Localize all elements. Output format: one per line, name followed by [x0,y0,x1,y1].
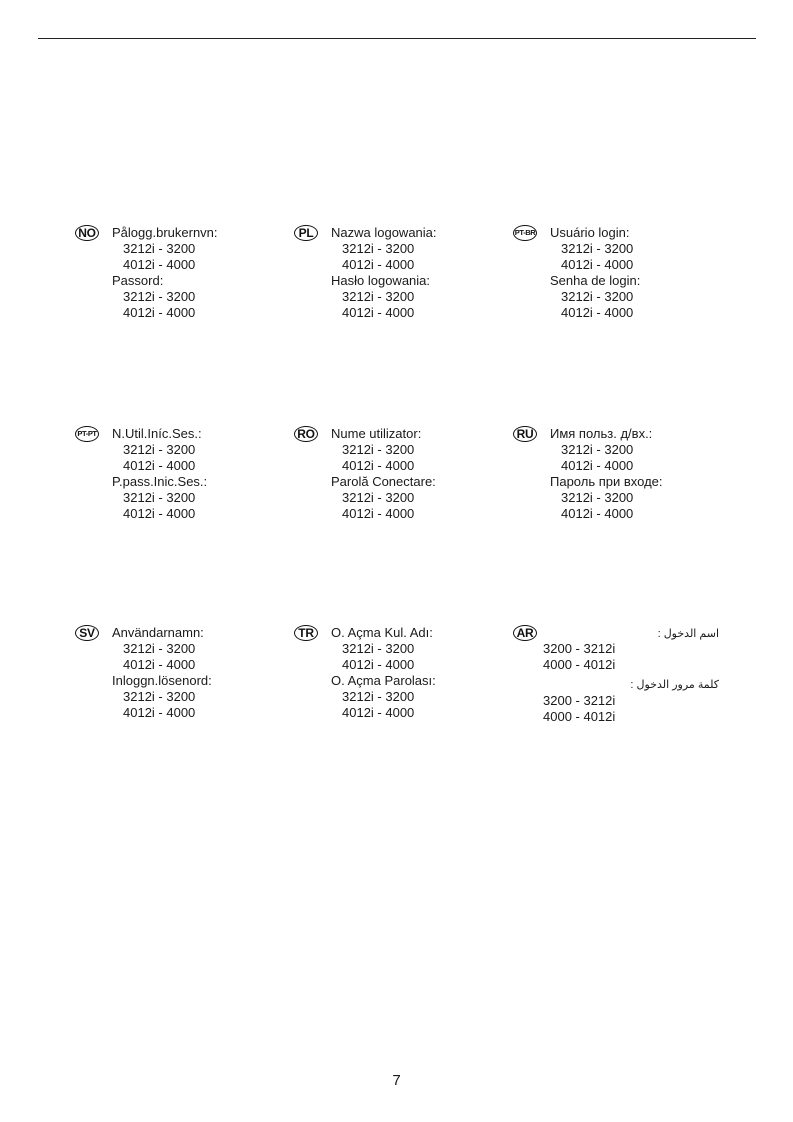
login-value: 3212i - 3200 [342,641,415,656]
password-value: 3212i - 3200 [561,289,634,304]
login-value: 4012i - 4000 [123,657,196,672]
login-value: 4012i - 4000 [561,458,634,473]
language-badge-ar: AR [513,625,537,641]
login-value: 4012i - 4000 [342,458,415,473]
language-badge-no: NO [75,225,99,241]
login-value: 3212i - 3200 [342,442,415,457]
password-value: 3200 - 3212i [543,693,616,708]
language-badge-ru: RU [513,426,537,442]
language-badge-sv: SV [75,625,99,641]
login-value: 3212i - 3200 [561,442,634,457]
password-label: Senha de login: [550,273,641,288]
login-value: 4012i - 4000 [342,657,415,672]
login-value: 3212i - 3200 [561,241,634,256]
login-label: Pålogg.brukernvn: [112,225,218,240]
password-value: 4012i - 4000 [342,305,415,320]
login-value: 3212i - 3200 [342,241,415,256]
password-value: 4012i - 4000 [561,305,634,320]
login-label: اسم الدخول : [657,628,719,640]
language-badge-pt-br: PT-BR [513,225,537,241]
login-label: N.Util.Iníc.Ses.: [112,426,202,441]
login-value: 4012i - 4000 [561,257,634,272]
password-value: 3212i - 3200 [123,689,196,704]
language-badge-ro: RO [294,426,318,442]
password-value: 3212i - 3200 [123,289,196,304]
login-value: 4000 - 4012i [543,657,616,672]
language-badge-tr: TR [294,625,318,641]
password-value: 4000 - 4012i [543,709,616,724]
login-label: Nazwa logowania: [331,225,437,240]
password-value: 4012i - 4000 [342,705,415,720]
login-label: O. Açma Kul. Adı: [331,625,433,640]
password-value: 3212i - 3200 [342,490,415,505]
password-value: 3212i - 3200 [342,289,415,304]
password-label: كلمة مرور الدخول : [630,679,719,691]
password-value: 3212i - 3200 [342,689,415,704]
login-value: 4012i - 4000 [342,257,415,272]
password-value: 3212i - 3200 [561,490,634,505]
password-value: 3212i - 3200 [123,490,196,505]
login-label: Usuário login: [550,225,630,240]
password-value: 4012i - 4000 [123,305,196,320]
login-label: Имя польз. д/вх.: [550,426,653,441]
language-badge-pt-pt: PT-PT [75,426,99,442]
language-badge-pl: PL [294,225,318,241]
login-value: 3212i - 3200 [123,442,196,457]
password-label: Пароль при входе: [550,474,663,489]
password-label: Inloggn.lösenord: [112,673,212,688]
page-number: 7 [392,1072,401,1089]
login-value: 4012i - 4000 [123,257,196,272]
password-value: 4012i - 4000 [123,705,196,720]
password-value: 4012i - 4000 [342,506,415,521]
login-value: 3212i - 3200 [123,241,196,256]
password-value: 4012i - 4000 [123,506,196,521]
password-value: 4012i - 4000 [561,506,634,521]
login-value: 3212i - 3200 [123,641,196,656]
login-value: 3200 - 3212i [543,641,616,656]
password-label: Passord: [112,273,164,288]
login-label: Nume utilizator: [331,426,422,441]
header-rule [38,38,756,39]
login-value: 4012i - 4000 [123,458,196,473]
password-label: P.pass.Inic.Ses.: [112,474,208,489]
password-label: Hasło logowania: [331,273,431,288]
password-label: O. Açma Parolası: [331,673,436,688]
login-label: Användarnamn: [112,625,204,640]
password-label: Parolă Conectare: [331,474,436,489]
